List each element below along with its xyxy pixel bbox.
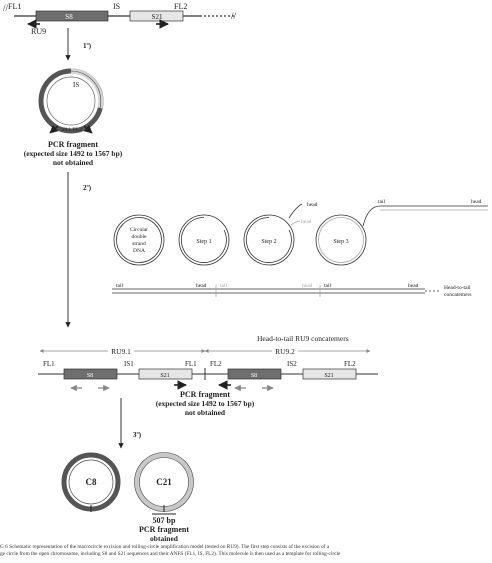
concat-is2: IS2 [287, 360, 297, 368]
is-label: IS [113, 2, 121, 11]
circle4-head-label: head [471, 199, 482, 205]
pcr2-line1: PCR fragment [180, 390, 230, 399]
break-mark: // [3, 3, 9, 13]
macrocircle-inner-line [47, 77, 95, 125]
s8-label: S8 [65, 13, 73, 21]
macrocircle-fl-labels: FL1 FL2 [62, 127, 82, 133]
strip-label-6: head [408, 283, 419, 289]
pcr3-size: 507 bp [152, 516, 176, 525]
top-chromosome [3, 2, 237, 36]
pcr-result-3 [139, 516, 189, 543]
figure-caption [0, 544, 492, 563]
pcr-result-1 [24, 140, 123, 167]
ru91-label: RU9.1 [111, 347, 131, 356]
fl1-label: FL1 [8, 2, 22, 11]
circle1-text-3: strand [132, 241, 146, 247]
pcr2-line3: not obtained [184, 408, 226, 417]
caption-line-2: ge circle from the open chromosome, including S8 and S21 sequences and their ANFS (FL1, IS, FL2). This molecule is then used as a template for rolling-circle [0, 551, 341, 558]
concat-s8-label-2: S8 [250, 373, 258, 379]
circle3-label: Step 2 [261, 239, 277, 245]
concat-fl1-b: FL1 [185, 360, 197, 368]
c21-label: C21 [156, 477, 172, 487]
concatemer-strip [112, 283, 471, 298]
c8-label: C8 [85, 477, 97, 487]
circle-step2-gray-head [291, 221, 300, 225]
step2-label: 2º) [83, 184, 92, 192]
circle1-text-1: Circular [129, 227, 149, 233]
strip-label-4: head [302, 283, 313, 289]
circle-step3-strand [363, 206, 488, 226]
concat-fl2-a: FL2 [210, 360, 222, 368]
circle-step2-tail [289, 204, 302, 218]
circle4-tail-label: tail [378, 199, 386, 205]
pcr-result-2 [156, 390, 255, 417]
concat-label-2: concatemers [444, 292, 472, 298]
macrocircle-is-label: IS [73, 81, 80, 89]
concat-fl2-b: FL2 [344, 360, 356, 368]
circle3-gray-head-label: head [301, 219, 312, 225]
circle1-text-2: double [131, 234, 147, 240]
fl2-label: FL2 [174, 2, 188, 11]
circle-dsdna-outer [114, 215, 164, 265]
strip-label-2: head [196, 283, 207, 289]
concat-is1: IS1 [124, 360, 134, 368]
s21-label: S21 [151, 13, 163, 21]
caption-line-1: G 6 Schematic representation of the macrocircle excision and rolling-circle amplification model (tested on RU9). The first step consists of the excision of a [0, 544, 330, 550]
pcr3-line2: obtained [150, 534, 178, 543]
concat-s21-label-2: S21 [324, 373, 334, 379]
pcr2-line2: (expected size 1492 to 1567 bp) [155, 399, 255, 408]
concat-label-1: Head-to-tail [444, 285, 471, 291]
step1-label: 1º) [83, 42, 92, 50]
step3-label: 3º) [133, 431, 142, 439]
circle1-text-4: DNA [133, 248, 145, 254]
strip-label-1: tail [116, 283, 124, 289]
concat-s21-label-1: S21 [160, 373, 170, 379]
break-mark-right: // [231, 11, 237, 21]
final-circles [64, 453, 194, 515]
ru92-label: RU9.2 [275, 347, 295, 356]
circle4-label: Step 3 [333, 239, 349, 245]
pcr3-line1: PCR fragment [139, 525, 189, 534]
concat-title: Head-to-tail RU9 concatemers [257, 334, 349, 343]
ru9-concatemer [38, 334, 378, 388]
concat-fl1-a: FL1 [43, 360, 55, 368]
ru9-label: RU9 [31, 27, 47, 36]
pcr1-line3: not obtained [52, 158, 94, 167]
strip-label-5: tail [324, 283, 332, 289]
circle-dsdna-inner [117, 218, 162, 263]
macrocircle [41, 71, 101, 133]
macrocircle-s21-arc [71, 71, 101, 108]
circle3-head-label: head [307, 202, 318, 208]
strip-label-3: tail [220, 283, 228, 289]
pcr1-line2: (expected size 1492 to 1567 bp) [23, 149, 123, 158]
concat-s8-label-1: S8 [86, 373, 94, 379]
pcr1-line1: PCR fragment [48, 140, 98, 149]
circle2-label: Step 1 [196, 239, 212, 245]
rolling-circle-steps [114, 199, 488, 265]
